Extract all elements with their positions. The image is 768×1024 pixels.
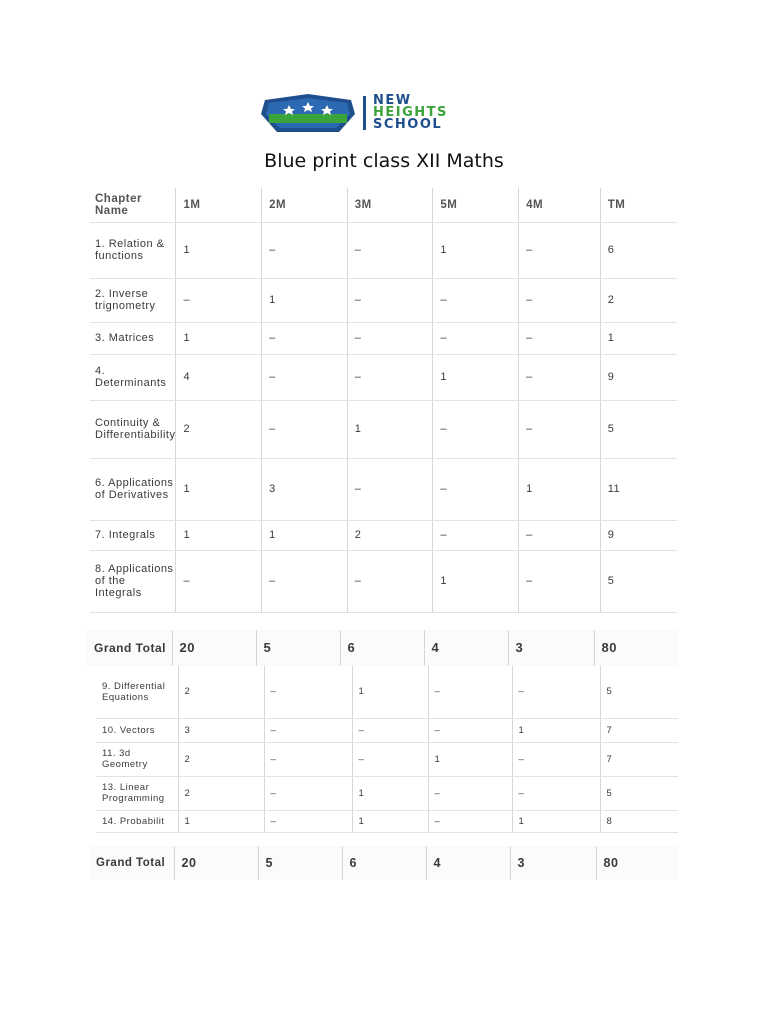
table-cell: – [519,400,601,458]
table-cell: 4 [426,846,510,880]
table-cell: 4 [424,630,508,666]
table-cell: 5 [256,630,340,666]
table-cell: 2 [178,776,264,810]
blueprint-table-part-1 [90,188,677,613]
table-cell: 3 [510,846,596,880]
table-cell: – [519,354,601,400]
table-cell: 80 [603,856,619,870]
table-cell: 9 [600,354,677,400]
table-row [96,666,678,718]
table-cell: – [428,666,512,718]
table-cell: 1 [176,322,262,354]
logo-badge-icon [259,94,357,134]
table-cell: 5 [600,550,677,612]
table-cell: – [512,666,600,718]
table-cell: – [262,550,348,612]
table-cell: 1 [433,550,519,612]
table-cell: – [433,458,519,520]
table-cell: – [519,322,601,354]
header-4m: 4M [519,188,601,222]
table-cell: 1 [352,776,428,810]
chapter-name-cell: 13. Linear Programming [96,776,178,810]
table-cell: 20 [172,630,256,666]
table-cell: 2 [347,520,433,550]
grand-total-table-1 [86,630,678,666]
table-cell: – [347,278,433,322]
table-cell: 11 [600,458,677,520]
table-cell: – [347,458,433,520]
table-cell: 2 [178,742,264,776]
table-cell: 5 [600,400,677,458]
chapter-name-cell: 14. Probabilit [96,810,178,832]
table-cell: 5 [258,846,342,880]
table-cell: – [352,742,428,776]
header-2m: 2M [262,188,348,222]
table-cell: – [347,322,433,354]
table-cell: – [347,354,433,400]
table-row [96,718,678,742]
chapter-name-cell: 3. Matrices [90,322,176,354]
table-cell: 2 [600,278,677,322]
table-cell: 6 [340,630,424,666]
table-cell: 1 [512,810,600,832]
table-row [90,278,677,322]
table-cell: – [176,278,262,322]
table-cell: 6 [600,222,677,278]
table-cell: 1 [352,666,428,718]
table-cell: 1 [352,810,428,832]
table-cell: 2 [176,400,262,458]
table-cell: 3 [178,718,264,742]
table-row [90,550,677,612]
table-row [90,400,677,458]
chapter-name-cell: 1. Relation & functions [90,222,176,278]
table-row [96,742,678,776]
header-5m: 5M [433,188,519,222]
chapter-name-cell: 2. Inverse trignometry [90,278,176,322]
table-cell: – [519,550,601,612]
table-cell: 1 [433,354,519,400]
table-cell: 4 [176,354,262,400]
table-cell: – [428,718,512,742]
table-row [90,322,677,354]
table-cell: 1 [178,810,264,832]
chapter-name-cell: 6. Applications of Derivatives [90,458,176,520]
chapter-name-cell: 8. Applications of the Integrals [90,550,176,612]
chapter-name-cell: 11. 3d Geometry [96,742,178,776]
grand-total-row [90,846,678,880]
chapter-name-cell: 7. Integrals [90,520,176,550]
header-tm: TM [600,188,677,222]
table-cell: 1 [600,322,677,354]
grand-total-table-2 [90,846,678,880]
table-cell: 7 [600,718,678,742]
table-row [96,810,678,832]
document-title: Blue print class XII Maths [264,150,504,172]
chapter-name-cell: Continuity & Differentiability [90,400,176,458]
table-cell: – [264,718,352,742]
table-cell: – [428,810,512,832]
table-cell: 1 [433,222,519,278]
table-cell: – [264,666,352,718]
grand-total-row [86,630,678,666]
logo-line-1: NEW [373,93,412,108]
table-cell: 7 [600,742,678,776]
table-cell: 5 [600,776,678,810]
table-row [90,520,677,550]
table-cell: – [519,520,601,550]
grand-total-label: Grand Total [90,846,174,880]
grand-total-label: Grand Total [86,630,172,666]
table-cell: – [262,354,348,400]
table-cell: 5 [600,666,678,718]
table-cell: – [262,322,348,354]
table-cell: – [262,400,348,458]
table-cell: 3 [508,630,594,666]
table-row [96,776,678,810]
chapter-name-cell: 9. Differential Equations [96,666,178,718]
table-cell: 1 [262,278,348,322]
table-row [90,458,677,520]
header-1m: 1M [176,188,262,222]
chapter-name-cell: 10. Vectors [96,718,178,742]
table-cell: 1 [519,458,601,520]
logo-divider [363,96,366,130]
table-cell: 80 [601,640,617,655]
table-cell: – [176,550,262,612]
table-cell: – [519,278,601,322]
table-cell: 20 [174,846,258,880]
logo-wordmark [373,95,448,131]
table-cell: 8 [600,810,678,832]
table-cell: – [512,742,600,776]
table-cell: – [347,550,433,612]
header-chapter-name: Chapter Name [90,188,176,222]
table-cell: 3 [262,458,348,520]
table-cell: – [264,742,352,776]
table-cell: 1 [176,222,262,278]
table-cell: – [512,776,600,810]
table-cell: – [433,400,519,458]
table-cell: – [433,278,519,322]
logo-line-3: SCHOOL [373,117,443,132]
table-cell: 6 [342,846,426,880]
table-cell: – [433,322,519,354]
table-row [90,222,677,278]
table-cell: – [347,222,433,278]
table-cell: 9 [600,520,677,550]
header-3m: 3M [347,188,433,222]
table-cell: – [433,520,519,550]
blueprint-table-part-2 [96,666,678,833]
table-cell: 1 [262,520,348,550]
table-cell: 2 [178,666,264,718]
table-cell: 1 [176,458,262,520]
table-cell: 1 [512,718,600,742]
table-cell: – [428,776,512,810]
chapter-name-cell: 4. Determinants [90,354,176,400]
school-logo [259,94,509,134]
table-cell: – [262,222,348,278]
table-cell: – [264,810,352,832]
table-cell: – [352,718,428,742]
table-cell: 1 [176,520,262,550]
table-cell: 1 [347,400,433,458]
table-row [90,354,677,400]
table-cell: – [264,776,352,810]
table-cell: – [519,222,601,278]
table-cell: 1 [428,742,512,776]
table-header-row [90,188,677,222]
logo-line-2: HEIGHTS [373,105,448,120]
